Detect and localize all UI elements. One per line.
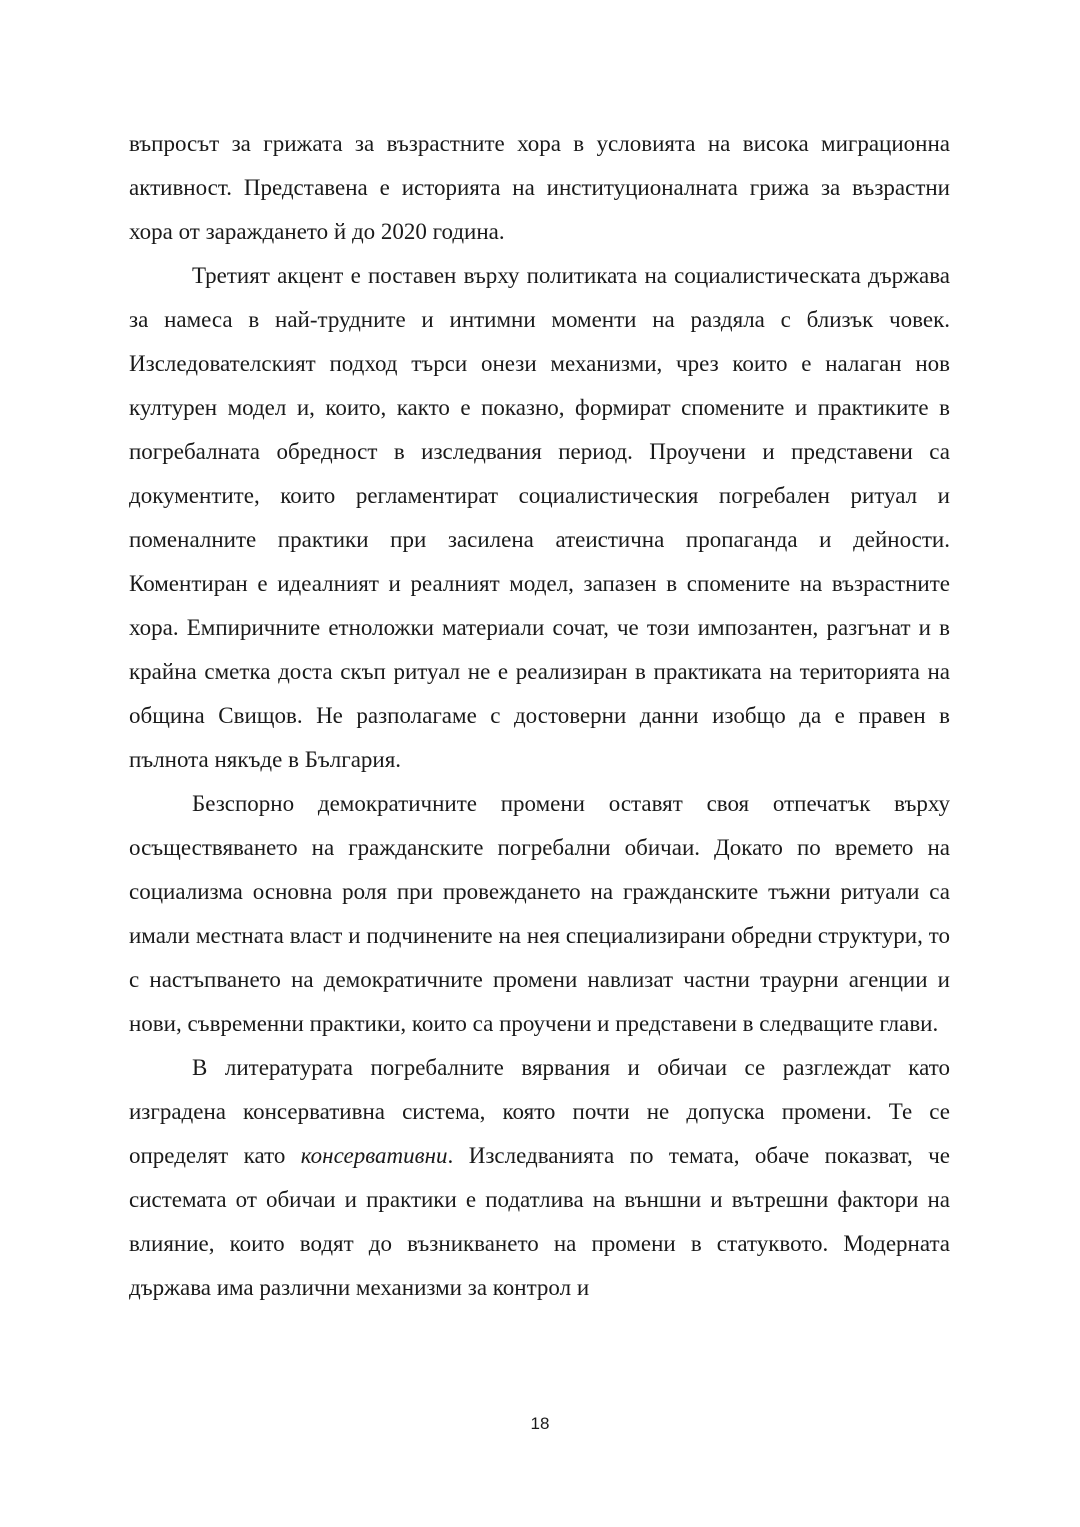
paragraph-4-text-end: . Изследванията по темата, обаче показват, че системата от обичаи и практики е податлива на външни и вътрешни фактори на влияние, които водят до възникването на промени в статуквото. Модерната държава има различни механизми за контрол и — [129, 1143, 950, 1300]
paragraph-4-text-start: В литературата погребалните вярвания и обичаи се разглеждат като изградена консервативна система, която почти не допуска промени. Те се определят като — [129, 1055, 950, 1168]
paragraph-2: Третият акцент е поставен върху политиката на социалистическата държава за намеса в най-трудните и интимни моменти на раздяла с близък човек. Изследователският подход търси онези механизми, чрез които е налаган нов културен модел и, които, както е показно, формират спомените и практиките в погребалната обредност в изследвания период. Проучени и представени са документите, които регламентират социалистическия погребален ритуал и поменалните практики при засилена атеистична пропаганда и дейности. Коментиран е идеалният и реалният модел, запазен в спомените на възрастните хора. Емпиричните етноложки материали сочат, че този импозантен, разгънат и в крайна сметка доста скъп ритуал не е реализиран в практиката на територията на община Свищов. Не разполагаме с достоверни данни изобщо да е правен в пълнота някъде в България. — [129, 263, 950, 772]
paragraph-1: въпросът за грижата за възрастните хора в условията на висока миграционна активност. Представена е историята на институционалната грижа за възрастни хора от зараждането й до 2020 година. — [129, 131, 950, 244]
body-text — [129, 122, 950, 1310]
page-number: 18 — [530, 1414, 550, 1433]
paragraph-4 — [129, 1046, 950, 1310]
paragraph-3: Безспорно демократичните промени оставят своя отпечатък върху осъществяването на гражданските погребални обичаи. Докато по времето на социализма основна роля при провеждането на гражданските тъжни ритуали са имали местната власт и подчинените на нея специализирани обредни структури, то с настъпването на демократичните промени навлизат частни траурни агенции и нови, съвременни практики, които са проучени и представени в следващите глави. — [129, 791, 950, 1036]
italic-term: консервативни — [300, 1143, 448, 1168]
